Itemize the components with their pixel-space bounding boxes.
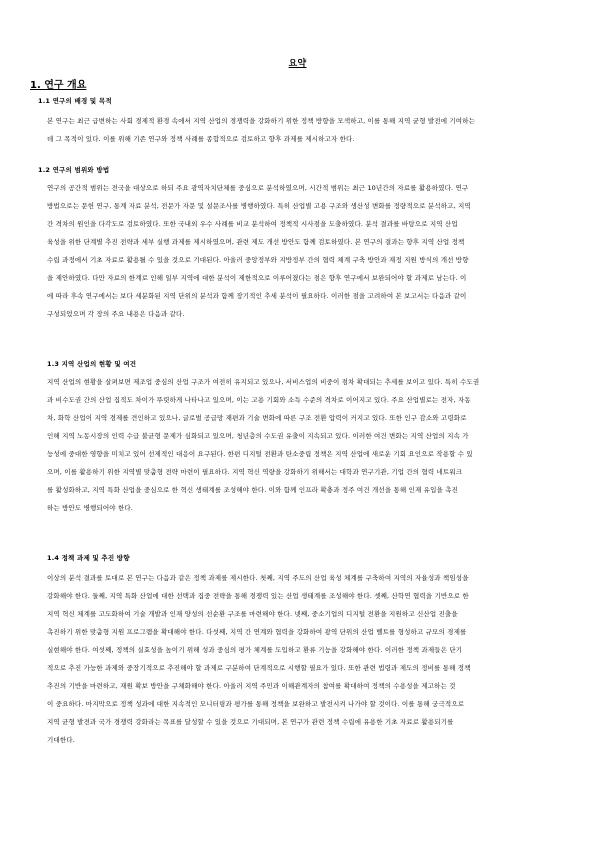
paragraph-line: 에 따라 후속 연구에서는 보다 세분화된 지역 단위의 분석과 함께 장기적인 추세 분석이 필요하다. 이러한 점을 고려하여 본 보고서는 다음과 같이 — [47, 292, 467, 300]
paragraph-line: 적으로 추진 가능한 과제와 중장기적으로 추진해야 할 과제로 구분하여 단계적으로 시행할 필요가 있다. 또한 관련 법령과 제도의 정비를 통해 정책 — [47, 664, 471, 672]
paragraph-line: 인해 지역 노동시장의 인력 수급 불균형 문제가 심화되고 있으며, 청년층의 수도권 유출이 지속되고 있다. 이러한 여건 변화는 지역 산업의 지속 가 — [47, 432, 469, 440]
paragraph-line: 수립 과정에서 기초 자료로 활용될 수 있을 것으로 기대된다. 아울러 중앙정부와 지방정부 간의 협력 체계 구축 방안과 재정 지원 방식의 개선 방향 — [47, 256, 469, 264]
paragraph-line: 이 중요하다. 마지막으로 정책 성과에 대한 지속적인 모니터링과 평가를 통해 정책을 보완하고 발전시켜 나가야 할 것이다. 이를 통해 궁극적으로 — [47, 700, 465, 708]
paragraph-line: 간 격차의 원인을 다각도로 검토하였다. 또한 국내외 우수 사례를 비교 분석하여 정책적 시사점을 도출하였다. 분석 결과를 바탕으로 지역 산업 — [47, 220, 458, 228]
paragraph-line: 기대한다. — [47, 736, 75, 744]
paragraph-line: 능성에 중대한 영향을 미치고 있어 선제적인 대응이 요구된다. 한편 디지털 전환과 탄소중립 정책은 지역 산업에 새로운 기회 요인으로 작용할 수 있 — [47, 450, 473, 458]
paragraph-line: 촉진하기 위한 맞춤형 지원 프로그램을 확대해야 한다. 다섯째, 지역 간 연계와 협력을 강화하여 광역 단위의 산업 벨트를 형성하고 규모의 경제를 — [47, 628, 467, 636]
paragraph-line: 과 비수도권 간의 산업 집적도 차이가 뚜렷하게 나타나고 있으며, 이는 고용 기회와 소득 수준의 격차로 이어지고 있다. 주요 산업별로는 전자, 자동 — [47, 396, 471, 404]
subsection-heading-2: 1.2 연구의 범위와 방법 — [38, 166, 110, 174]
paragraph-line: 하는 방안도 병행되어야 한다. — [47, 504, 134, 512]
paragraph-line: 을 제안하였다. 다만 자료의 한계로 인해 일부 지역에 대한 분석이 제한적으로 이루어졌다는 점은 향후 연구에서 보완되어야 할 과제로 남는다. 이 — [47, 274, 467, 282]
paragraph-line: 구성되었으며 각 장의 주요 내용은 다음과 같다. — [47, 310, 185, 318]
paragraph-line: 실현해야 한다. 여섯째, 정책의 실효성을 높이기 위해 성과 중심의 평가 체계를 도입하고 환류 기능을 강화해야 한다. 이러한 정책 과제들은 단기 — [47, 646, 463, 654]
subsection-heading-3: 1.3 지역 산업의 현황 및 여건 — [47, 360, 137, 368]
paragraph-line: 추진의 기반을 마련하고, 재원 확보 방안을 구체화해야 한다. 아울러 지역 주민과 이해관계자의 참여를 확대하여 정책의 수용성을 제고하는 것 — [47, 682, 456, 690]
paragraph-2 — [47, 179, 563, 323]
paragraph-line: 데 그 목적이 있다. 이를 위해 기존 연구와 정책 사례를 종합적으로 검토하고 향후 과제를 제시하고자 한다. — [47, 135, 355, 143]
paragraph-line: 지역 산업의 현황을 살펴보면 제조업 중심의 산업 구조가 여전히 유지되고 있으나, 서비스업의 비중이 점차 확대되는 추세를 보이고 있다. 특히 수도권 — [47, 378, 480, 386]
paragraph-1 — [47, 112, 563, 148]
section-heading: 1. 연구 개요 — [30, 80, 87, 91]
paragraph-line: 차, 화학 산업이 지역 경제를 견인하고 있으나, 글로벌 공급망 재편과 기술 변화에 따른 구조 전환 압력이 커지고 있다. 또한 인구 감소와 고령화로 — [47, 414, 467, 422]
paragraph-line: 본 연구는 최근 급변하는 사회 경제적 환경 속에서 지역 산업의 경쟁력을 강화하기 위한 정책 방향을 모색하고, 이를 통해 지역 균형 발전에 기여하는 — [47, 117, 476, 125]
paragraph-line: 이상의 분석 결과를 토대로 본 연구는 다음과 같은 정책 과제를 제시한다. 첫째, 지역 주도의 산업 육성 체계를 구축하여 지역의 자율성과 책임성을 — [47, 574, 469, 582]
document-title: 요약 — [288, 59, 307, 69]
paragraph-line: 연구의 공간적 범위는 전국을 대상으로 하되 주요 광역자치단체를 중심으로 분석하였으며, 시간적 범위는 최근 10년간의 자료를 활용하였다. 연구 — [47, 184, 469, 192]
paragraph-line: 지역 혁신 체계를 고도화하여 기술 개발과 인재 양성의 선순환 구조를 마련해야 한다. 넷째, 중소기업의 디지털 전환을 지원하고 신산업 진출을 — [47, 610, 458, 618]
subsection-heading-4: 1.4 정책 과제 및 추진 방향 — [47, 554, 130, 562]
subsection-heading-1: 1.1 연구의 배경 및 목적 — [38, 97, 112, 105]
paragraph-4 — [47, 569, 563, 749]
paragraph-3 — [47, 373, 563, 517]
paragraph-line: 지역 균형 발전과 국가 경쟁력 강화라는 목표를 달성할 수 있을 것으로 기대되며, 본 연구가 관련 정책 수립에 유용한 기초 자료로 활용되기를 — [47, 718, 454, 726]
paragraph-line: 를 활성화하고, 지역 특화 산업을 중심으로 한 혁신 생태계를 조성해야 한다. 이와 함께 인프라 확충과 정주 여건 개선을 통해 인재 유입을 촉진 — [47, 486, 458, 494]
paragraph-line: 강화해야 한다. 둘째, 지역 특화 산업에 대한 선택과 집중 전략을 통해 경쟁력 있는 산업 생태계를 조성해야 한다. 셋째, 산학연 협력을 기반으로 한 — [47, 592, 469, 600]
paragraph-line: 으며, 이를 활용하기 위한 지역별 맞춤형 전략 마련이 필요하다. 지역 혁신 역량을 강화하기 위해서는 대학과 연구기관, 기업 간의 협력 네트워크 — [47, 468, 463, 476]
paragraph-line: 육성을 위한 단계별 추진 전략과 세부 실행 과제를 제시하였으며, 관련 제도 개선 방안도 함께 검토하였다. 본 연구의 결과는 향후 지역 산업 정책 — [47, 238, 465, 246]
paragraph-line: 방법으로는 문헌 연구, 통계 자료 분석, 전문가 자문 및 설문조사를 병행하였다. 특히 산업별 고용 구조와 생산성 변화를 정량적으로 분석하고, 지역 — [47, 202, 471, 210]
